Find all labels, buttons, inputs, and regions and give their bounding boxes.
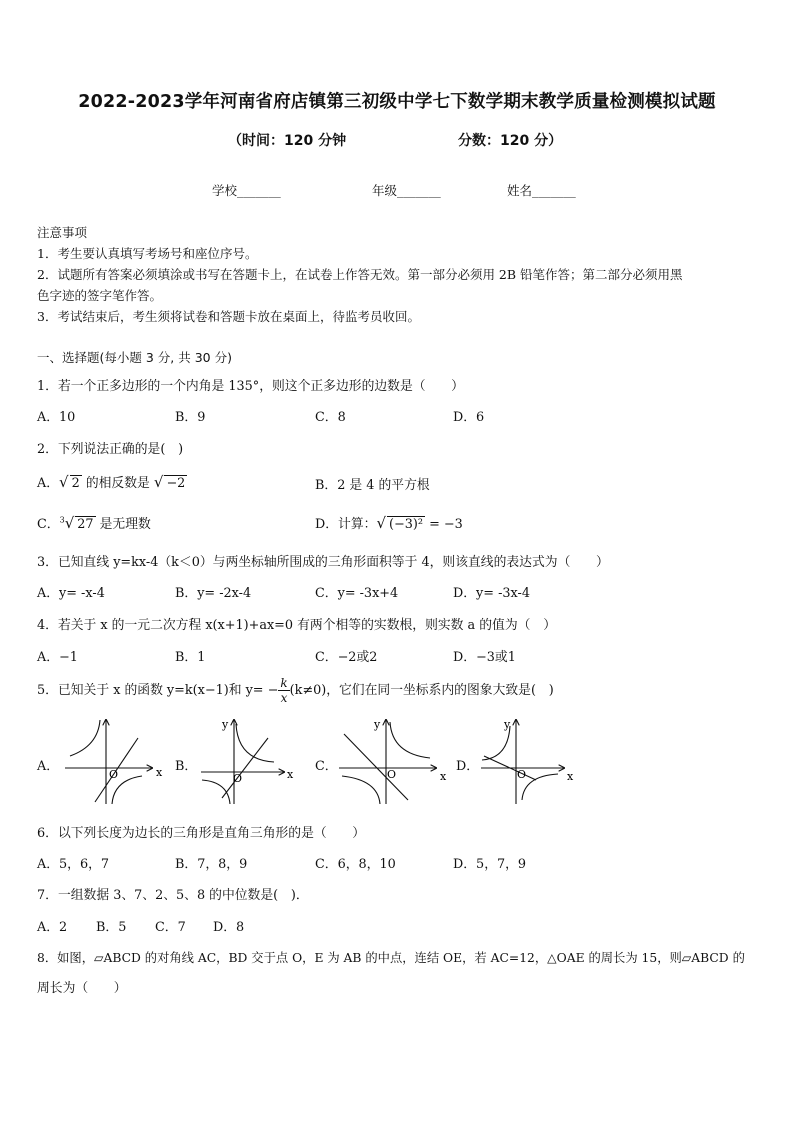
notice-item: 3．考试结束后，考生须将试卷和答题卡放在桌面上，待监考员收回。 <box>37 309 420 324</box>
q2-option-a <box>37 472 187 491</box>
y-axis-label: y <box>374 718 381 731</box>
q5-stem-post: (k≠0)，它们在同一坐标系内的图象大致是( ) <box>289 683 554 698</box>
q1-option-c: C．8 <box>315 410 346 425</box>
radical-icon: √ <box>376 514 387 532</box>
q7-option-c: C．7 <box>155 920 186 935</box>
origin-label: O <box>517 768 527 781</box>
q6-option-c: C．6，8，10 <box>315 857 396 872</box>
q2-a-mid: 的相反数是 <box>81 476 154 491</box>
origin-label: O <box>109 768 119 781</box>
radical-icon: √ <box>153 473 164 491</box>
name-field: 姓名_______ <box>507 183 576 198</box>
q2-d-radicand: (−3)² <box>389 517 423 532</box>
q6-option-d: D．5，7，9 <box>453 857 527 872</box>
q7-option-b: B．5 <box>96 920 127 935</box>
q4-option-b: B．1 <box>175 650 206 665</box>
question-1-stem: 1．若一个正多边形的一个内角是 135°，则这个正多边形的边数是（ ） <box>37 379 464 394</box>
q2-a-radicand: 2 <box>71 476 80 491</box>
q2-d-prefix: D．计算： <box>315 517 377 532</box>
q5-graph-a <box>60 716 168 808</box>
x-axis-label: x <box>156 766 163 779</box>
q5-frac-den: x <box>280 691 288 705</box>
q5-fraction <box>278 676 289 705</box>
x-axis-label: x <box>567 770 574 783</box>
radical-icon: √ <box>64 514 75 532</box>
y-axis-label: y <box>222 718 229 731</box>
q2-c-radicand: 27 <box>77 517 94 532</box>
q6-option-a: A．5，6，7 <box>37 857 110 872</box>
exam-title: 2022-2023学年河南省府店镇第三初级中学七下数学期末教学质量检测模拟试题 <box>78 92 716 112</box>
question-6-stem: 6．以下列长度为边长的三角形是直角三角形的是（ ） <box>37 826 366 841</box>
q2-c-post: 是无理数 <box>95 517 151 532</box>
q2-c-index: 3 <box>59 515 65 525</box>
notice-item: 1．考生要认真填写考场号和座位序号。 <box>37 246 258 261</box>
y-axis-label: y <box>504 718 511 731</box>
q2-option-b: B．2 是 4 的平方根 <box>315 478 430 493</box>
origin-label: O <box>233 772 243 785</box>
question-2-stem: 2．下列说法正确的是( ) <box>37 442 184 457</box>
question-7-stem: 7．一组数据 3、7、2、5、8 的中位数是( )． <box>37 888 309 903</box>
q7-option-d: D．8 <box>213 920 245 935</box>
question-5-stem <box>37 676 554 705</box>
q1-option-a: A．10 <box>37 410 76 425</box>
total-score: 分数：120 分） <box>458 133 563 149</box>
origin-label: O <box>387 768 397 781</box>
q5-graph-d <box>476 716 580 808</box>
q5-frac-num: k <box>280 676 288 690</box>
q3-option-a: A．y= -x-4 <box>37 586 105 601</box>
q2-d-post: = −3 <box>425 517 463 532</box>
q1-option-b: B．9 <box>175 410 206 425</box>
q3-option-b: B．y= -2x-4 <box>175 586 252 601</box>
q5-graph-c <box>334 716 452 808</box>
x-axis-label: x <box>440 770 447 783</box>
radical-icon: √ <box>59 473 69 491</box>
q2-option-c <box>37 513 151 532</box>
grade-field: 年级_______ <box>372 183 441 198</box>
time-limit: （时间：120 分钟 <box>228 133 347 149</box>
q2-a-prefix: A． <box>37 476 60 491</box>
q5-stem-pre: 5．已知关于 x 的函数 y=k(x−1)和 y= − <box>37 683 279 698</box>
q2-c-prefix: C． <box>37 517 60 532</box>
q5-option-c-label: C． <box>315 759 338 774</box>
q2-a-radicand-2: −2 <box>166 476 186 491</box>
q5-graph-b <box>196 716 304 808</box>
q4-option-a: A．−1 <box>37 650 78 665</box>
question-3-stem: 3．已知直线 y=kx-4（k＜0）与两坐标轴所围成的三角形面积等于 4，则该直线的表达式为（ ） <box>37 555 609 570</box>
school-field: 学校_______ <box>212 183 281 198</box>
notice-item: 2．试题所有答案必须填涂或书写在答题卡上，在试卷上作答无效。第一部分必须用 2B 铅笔作答；第二部分必须用黑 <box>37 267 683 282</box>
question-8-stem-cont: 周长为（ ） <box>37 981 127 996</box>
q4-option-d: D．−3或1 <box>453 650 516 665</box>
question-4-stem: 4．若关于 x 的一元二次方程 x(x+1)+ax=0 有两个相等的实数根，则实数 a 的值为（ ） <box>37 618 557 633</box>
section-heading: 一、选择题(每小题 3 分, 共 30 分) <box>37 350 232 365</box>
notice-heading: 注意事项 <box>37 225 88 240</box>
q6-option-b: B．7，8，9 <box>175 857 248 872</box>
x-axis-label: x <box>287 768 294 781</box>
question-8-stem: 8．如图，▱ABCD 的对角线 AC，BD 交于点 O，E 为 AB 的中点，连结 OE，若 AC=12，△OAE 的周长为 15，则▱ABCD 的 <box>37 951 745 965</box>
q5-option-a-label: A． <box>37 759 60 774</box>
q3-option-c: C．y= -3x+4 <box>315 586 399 601</box>
q1-option-d: D．6 <box>453 410 485 425</box>
notice-item: 色字迹的签字笔作答。 <box>37 288 163 303</box>
q5-option-d-label: D． <box>456 759 480 774</box>
q7-option-a: A．2 <box>37 920 68 935</box>
q3-option-d: D．y= -3x-4 <box>453 586 530 601</box>
q5-option-b-label: B． <box>175 759 198 774</box>
q2-option-d <box>315 513 463 532</box>
q4-option-c: C．−2或2 <box>315 650 378 665</box>
